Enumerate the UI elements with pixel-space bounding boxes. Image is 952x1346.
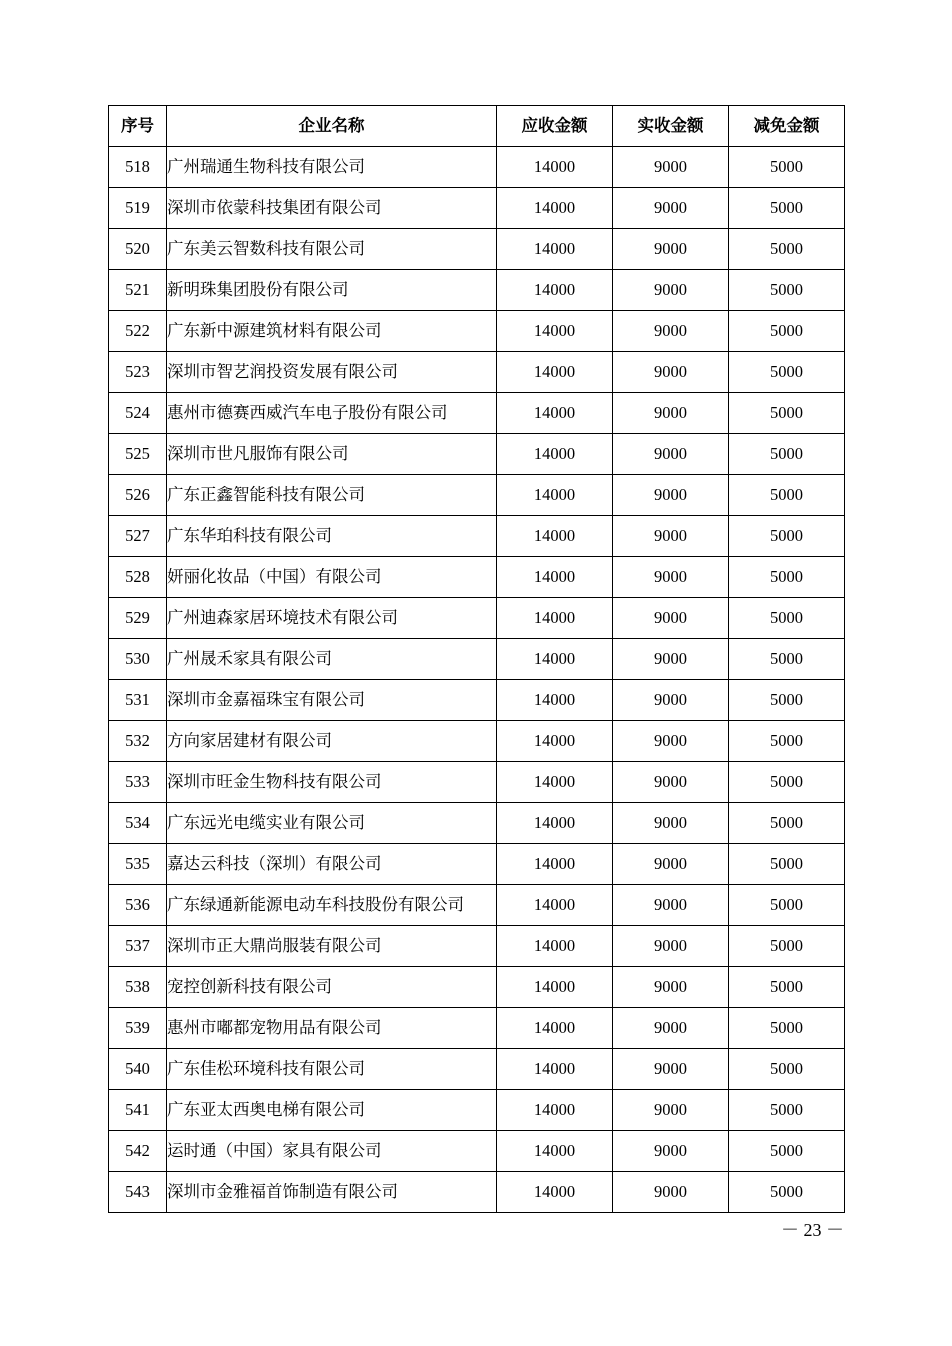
cell-index: 538 bbox=[109, 967, 167, 1008]
cell-paid: 9000 bbox=[613, 188, 729, 229]
cell-paid: 9000 bbox=[613, 270, 729, 311]
cell-discount: 5000 bbox=[729, 475, 845, 516]
company-fee-table bbox=[108, 105, 845, 1213]
cell-discount: 5000 bbox=[729, 434, 845, 475]
cell-company: 广东亚太西奥电梯有限公司 bbox=[167, 1090, 497, 1131]
cell-company: 宠控创新科技有限公司 bbox=[167, 967, 497, 1008]
cell-due: 14000 bbox=[497, 516, 613, 557]
table-row bbox=[109, 475, 845, 516]
cell-paid: 9000 bbox=[613, 803, 729, 844]
cell-company: 深圳市智艺润投资发展有限公司 bbox=[167, 352, 497, 393]
cell-due: 14000 bbox=[497, 393, 613, 434]
cell-index: 525 bbox=[109, 434, 167, 475]
table-row bbox=[109, 721, 845, 762]
cell-company: 嘉达云科技（深圳）有限公司 bbox=[167, 844, 497, 885]
cell-due: 14000 bbox=[497, 557, 613, 598]
cell-paid: 9000 bbox=[613, 967, 729, 1008]
cell-index: 541 bbox=[109, 1090, 167, 1131]
cell-discount: 5000 bbox=[729, 639, 845, 680]
column-header-company: 企业名称 bbox=[167, 106, 497, 147]
cell-due: 14000 bbox=[497, 229, 613, 270]
cell-paid: 9000 bbox=[613, 147, 729, 188]
cell-index: 524 bbox=[109, 393, 167, 434]
cell-discount: 5000 bbox=[729, 721, 845, 762]
cell-due: 14000 bbox=[497, 1049, 613, 1090]
cell-company: 惠州市德赛西威汽车电子股份有限公司 bbox=[167, 393, 497, 434]
cell-company: 深圳市依蒙科技集团有限公司 bbox=[167, 188, 497, 229]
table-row bbox=[109, 516, 845, 557]
cell-index: 530 bbox=[109, 639, 167, 680]
column-header-index: 序号 bbox=[109, 106, 167, 147]
cell-paid: 9000 bbox=[613, 598, 729, 639]
cell-due: 14000 bbox=[497, 1008, 613, 1049]
table-row bbox=[109, 844, 845, 885]
table-row bbox=[109, 762, 845, 803]
table-row bbox=[109, 926, 845, 967]
cell-paid: 9000 bbox=[613, 229, 729, 270]
cell-discount: 5000 bbox=[729, 967, 845, 1008]
cell-index: 539 bbox=[109, 1008, 167, 1049]
cell-index: 522 bbox=[109, 311, 167, 352]
cell-paid: 9000 bbox=[613, 393, 729, 434]
cell-index: 540 bbox=[109, 1049, 167, 1090]
cell-index: 535 bbox=[109, 844, 167, 885]
cell-index: 518 bbox=[109, 147, 167, 188]
cell-index: 542 bbox=[109, 1131, 167, 1172]
cell-discount: 5000 bbox=[729, 762, 845, 803]
cell-company: 妍丽化妆品（中国）有限公司 bbox=[167, 557, 497, 598]
cell-company: 广东佳松环境科技有限公司 bbox=[167, 1049, 497, 1090]
cell-paid: 9000 bbox=[613, 311, 729, 352]
cell-paid: 9000 bbox=[613, 721, 729, 762]
table-row bbox=[109, 434, 845, 475]
table-row bbox=[109, 885, 845, 926]
cell-discount: 5000 bbox=[729, 803, 845, 844]
cell-due: 14000 bbox=[497, 680, 613, 721]
cell-paid: 9000 bbox=[613, 885, 729, 926]
table-row bbox=[109, 311, 845, 352]
cell-discount: 5000 bbox=[729, 188, 845, 229]
cell-discount: 5000 bbox=[729, 926, 845, 967]
cell-paid: 9000 bbox=[613, 1131, 729, 1172]
cell-discount: 5000 bbox=[729, 598, 845, 639]
cell-due: 14000 bbox=[497, 352, 613, 393]
cell-index: 520 bbox=[109, 229, 167, 270]
cell-company: 深圳市旺金生物科技有限公司 bbox=[167, 762, 497, 803]
cell-paid: 9000 bbox=[613, 1049, 729, 1090]
cell-index: 523 bbox=[109, 352, 167, 393]
table-row bbox=[109, 1131, 845, 1172]
cell-due: 14000 bbox=[497, 1172, 613, 1213]
cell-index: 519 bbox=[109, 188, 167, 229]
cell-due: 14000 bbox=[497, 311, 613, 352]
cell-discount: 5000 bbox=[729, 1008, 845, 1049]
cell-discount: 5000 bbox=[729, 1131, 845, 1172]
cell-discount: 5000 bbox=[729, 1049, 845, 1090]
cell-discount: 5000 bbox=[729, 516, 845, 557]
cell-discount: 5000 bbox=[729, 393, 845, 434]
table-row bbox=[109, 598, 845, 639]
cell-due: 14000 bbox=[497, 598, 613, 639]
cell-due: 14000 bbox=[497, 926, 613, 967]
cell-discount: 5000 bbox=[729, 147, 845, 188]
cell-paid: 9000 bbox=[613, 844, 729, 885]
table-row bbox=[109, 1049, 845, 1090]
cell-due: 14000 bbox=[497, 721, 613, 762]
table-row bbox=[109, 680, 845, 721]
cell-company: 深圳市金雅福首饰制造有限公司 bbox=[167, 1172, 497, 1213]
table-row bbox=[109, 188, 845, 229]
cell-due: 14000 bbox=[497, 188, 613, 229]
table-row bbox=[109, 1090, 845, 1131]
cell-company: 广东华珀科技有限公司 bbox=[167, 516, 497, 557]
cell-index: 532 bbox=[109, 721, 167, 762]
cell-index: 536 bbox=[109, 885, 167, 926]
column-header-discount: 减免金额 bbox=[729, 106, 845, 147]
cell-paid: 9000 bbox=[613, 762, 729, 803]
cell-index: 534 bbox=[109, 803, 167, 844]
table-body bbox=[109, 147, 845, 1213]
cell-paid: 9000 bbox=[613, 434, 729, 475]
table-row bbox=[109, 352, 845, 393]
cell-paid: 9000 bbox=[613, 1172, 729, 1213]
table-row bbox=[109, 270, 845, 311]
cell-due: 14000 bbox=[497, 434, 613, 475]
cell-paid: 9000 bbox=[613, 1090, 729, 1131]
cell-discount: 5000 bbox=[729, 557, 845, 598]
cell-due: 14000 bbox=[497, 803, 613, 844]
cell-paid: 9000 bbox=[613, 680, 729, 721]
cell-company: 深圳市金嘉福珠宝有限公司 bbox=[167, 680, 497, 721]
cell-discount: 5000 bbox=[729, 229, 845, 270]
cell-due: 14000 bbox=[497, 639, 613, 680]
company-fee-table-container bbox=[108, 105, 844, 1213]
cell-company: 惠州市嘟都宠物用品有限公司 bbox=[167, 1008, 497, 1049]
cell-due: 14000 bbox=[497, 1131, 613, 1172]
cell-discount: 5000 bbox=[729, 680, 845, 721]
cell-index: 533 bbox=[109, 762, 167, 803]
cell-company: 深圳市正大鼎尚服装有限公司 bbox=[167, 926, 497, 967]
cell-discount: 5000 bbox=[729, 1090, 845, 1131]
table-row bbox=[109, 1008, 845, 1049]
cell-discount: 5000 bbox=[729, 885, 845, 926]
table-row bbox=[109, 803, 845, 844]
table-row bbox=[109, 639, 845, 680]
cell-company: 广东远光电缆实业有限公司 bbox=[167, 803, 497, 844]
cell-index: 526 bbox=[109, 475, 167, 516]
cell-discount: 5000 bbox=[729, 270, 845, 311]
cell-index: 537 bbox=[109, 926, 167, 967]
column-header-paid: 实收金额 bbox=[613, 106, 729, 147]
cell-discount: 5000 bbox=[729, 1172, 845, 1213]
table-row bbox=[109, 229, 845, 270]
table-row bbox=[109, 147, 845, 188]
table-row bbox=[109, 967, 845, 1008]
cell-company: 广东美云智数科技有限公司 bbox=[167, 229, 497, 270]
cell-company: 广东正鑫智能科技有限公司 bbox=[167, 475, 497, 516]
cell-index: 528 bbox=[109, 557, 167, 598]
cell-paid: 9000 bbox=[613, 1008, 729, 1049]
cell-index: 543 bbox=[109, 1172, 167, 1213]
cell-due: 14000 bbox=[497, 1090, 613, 1131]
cell-company: 广东新中源建筑材料有限公司 bbox=[167, 311, 497, 352]
cell-paid: 9000 bbox=[613, 352, 729, 393]
cell-index: 521 bbox=[109, 270, 167, 311]
cell-company: 广州迪森家居环境技术有限公司 bbox=[167, 598, 497, 639]
cell-due: 14000 bbox=[497, 967, 613, 1008]
cell-discount: 5000 bbox=[729, 352, 845, 393]
cell-due: 14000 bbox=[497, 270, 613, 311]
table-header bbox=[109, 106, 845, 147]
cell-paid: 9000 bbox=[613, 926, 729, 967]
cell-due: 14000 bbox=[497, 844, 613, 885]
cell-company: 广州晟禾家具有限公司 bbox=[167, 639, 497, 680]
table-header-row bbox=[109, 106, 845, 147]
cell-company: 新明珠集团股份有限公司 bbox=[167, 270, 497, 311]
cell-index: 527 bbox=[109, 516, 167, 557]
cell-index: 531 bbox=[109, 680, 167, 721]
cell-index: 529 bbox=[109, 598, 167, 639]
cell-company: 广州瑞通生物科技有限公司 bbox=[167, 147, 497, 188]
cell-company: 广东绿通新能源电动车科技股份有限公司 bbox=[167, 885, 497, 926]
page-number: － 23 － bbox=[781, 1220, 844, 1240]
cell-company: 方向家居建材有限公司 bbox=[167, 721, 497, 762]
cell-paid: 9000 bbox=[613, 475, 729, 516]
table-row bbox=[109, 1172, 845, 1213]
cell-due: 14000 bbox=[497, 475, 613, 516]
cell-due: 14000 bbox=[497, 762, 613, 803]
table-row bbox=[109, 557, 845, 598]
cell-discount: 5000 bbox=[729, 844, 845, 885]
cell-company: 深圳市世凡服饰有限公司 bbox=[167, 434, 497, 475]
cell-paid: 9000 bbox=[613, 557, 729, 598]
cell-paid: 9000 bbox=[613, 639, 729, 680]
cell-paid: 9000 bbox=[613, 516, 729, 557]
cell-due: 14000 bbox=[497, 147, 613, 188]
cell-discount: 5000 bbox=[729, 311, 845, 352]
cell-due: 14000 bbox=[497, 885, 613, 926]
column-header-due: 应收金额 bbox=[497, 106, 613, 147]
table-row bbox=[109, 393, 845, 434]
cell-company: 运时通（中国）家具有限公司 bbox=[167, 1131, 497, 1172]
